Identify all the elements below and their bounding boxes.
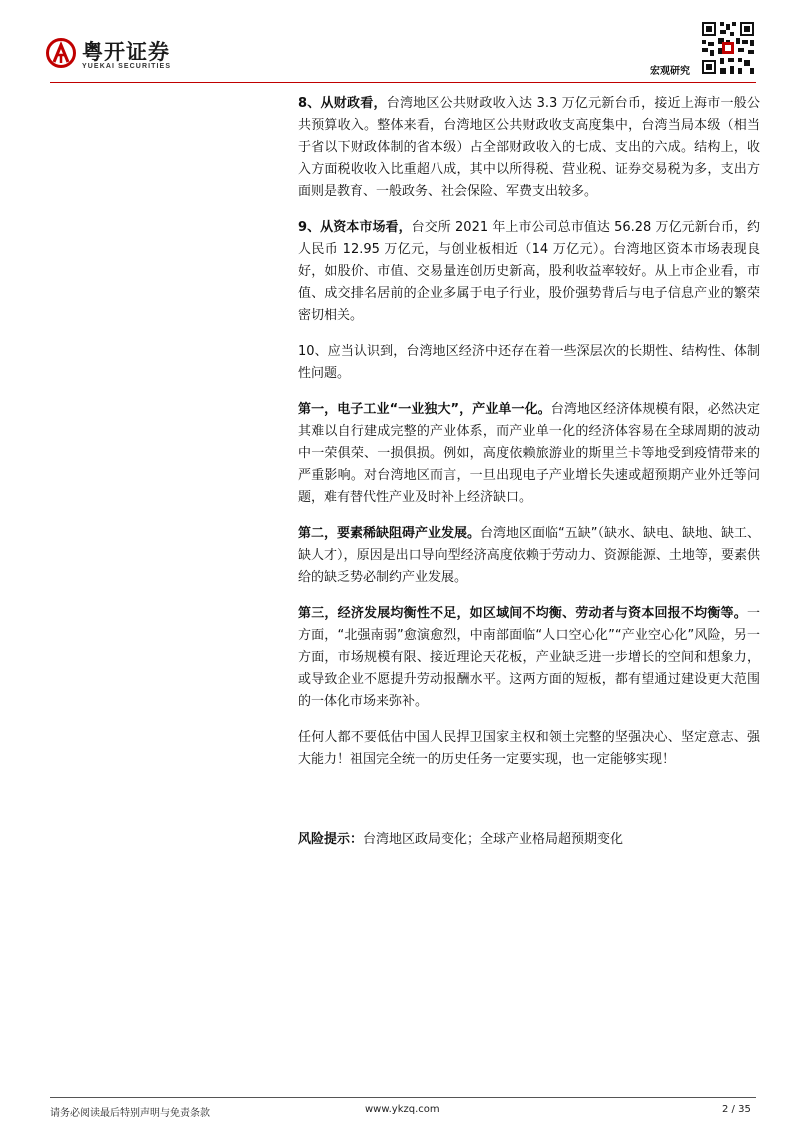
paragraph-third <box>298 603 760 713</box>
header-divider <box>50 82 756 83</box>
page-header <box>0 0 793 80</box>
paragraph-lead: 8、从财政看， <box>298 96 387 111</box>
paragraph-lead: 第一，电子工业“一业独大”，产业单一化。 <box>298 402 551 417</box>
yuekai-logo-icon <box>46 38 76 68</box>
risk-warning <box>298 829 760 851</box>
footer-disclaimer: 请务必阅读最后特别声明与免责条款 <box>50 1108 210 1119</box>
report-body <box>298 93 760 865</box>
paragraph-second <box>298 523 760 589</box>
paragraph-text: 台交所 2021 年上市公司总市值达 56.28 万亿元新台币，约人民币 12.95 万亿元，与创业板相近（14 万亿元）。台湾地区资本市场表现良好，如股价、市值、交易量连创历史新高，股利收益率较好。从上市企业看，市值、成交排名居前的企业多属于电子行业，股价强势背后与电子信息产业的繁荣密切相关。 <box>298 220 760 323</box>
page-number: 2 / 35 <box>722 1104 751 1115</box>
risk-warning-text: 台湾地区政局变化；全球产业格局超预期变化 <box>363 832 624 847</box>
section-tag: 宏观研究 <box>650 66 690 77</box>
paragraph-text: 任何人都不要低估中国人民捍卫国家主权和领土完整的坚强决心、坚定意志、强大能力！祖国完全统一的历史任务一定要实现，也一定能够实现！ <box>298 730 760 767</box>
paragraph-first <box>298 399 760 509</box>
paragraph-text: 台湾地区公共财政收入达 3.3 万亿元新台币，接近上海市一般公共预算收入。整体来看，台湾地区公共财政收支高度集中，台湾当局本级（相当于省以下财政体制的省本级）占全部财政收入的七成、支出的六成。结构上，收入方面税收收入比重超八成，其中以所得税、营业税、证券交易税为多，支出方面则是教育、一般政务、社会保险、军费支出较多。 <box>298 96 760 199</box>
paragraph-text: 10、应当认识到，台湾地区经济中还存在着一些深层次的长期性、结构性、体制性问题。 <box>298 344 760 381</box>
footer-divider <box>50 1097 756 1098</box>
paragraph-text: 一方面，“北强南弱”愈演愈烈，中南部面临“人口空心化”“产业空心化”风险，另一方面，市场规模有限、接近理论天花板，产业缺乏进一步增长的空间和想象力，或导致企业不愿提升劳动报酬水平。这两方面的短板，都有望通过建设更大范围的一体化市场来弥补。 <box>298 606 760 709</box>
paragraph-fiscal <box>298 93 760 203</box>
paragraph-lead: 第三，经济发展均衡性不足，如区域间不均衡、劳动者与资本回报不均衡等。 <box>298 606 747 621</box>
footer-url[interactable]: www.ykzq.com <box>365 1104 440 1115</box>
paragraph-capital-market <box>298 217 760 327</box>
paragraph-text: 台湾地区面临“五缺”（缺水、缺电、缺地、缺工、缺人才），原因是出口导向型经济高度依赖于劳动力、资源能源、土地等，要素供给的缺乏势必制约产业发展。 <box>298 526 760 585</box>
paragraph-text: 台湾地区经济体规模有限，必然决定其难以自行建成完整的产业体系，而产业单一化的经济体容易在全球周期的波动中一荣俱荣、一损俱损。例如，高度依赖旅游业的斯里兰卡等地受到疫情带来的严重影响。对台湾地区而言，一旦出现电子产业增长失速或超预期产业外迁等问题，难有替代性产业及时补上经济缺口。 <box>298 402 760 505</box>
paragraph-structural-issues <box>298 341 760 385</box>
paragraph-closing <box>298 727 760 771</box>
brand-logo <box>46 38 196 78</box>
risk-warning-label: 风险提示： <box>298 832 364 847</box>
paragraph-lead: 9、从资本市场看， <box>298 220 412 235</box>
brand-name-cn: 粤开证券 <box>82 40 170 64</box>
qr-code-icon <box>700 20 756 76</box>
brand-name-en: YUEKAI SECURITIES <box>82 63 172 70</box>
paragraph-lead: 第二，要素稀缺阻碍产业发展。 <box>298 526 481 541</box>
